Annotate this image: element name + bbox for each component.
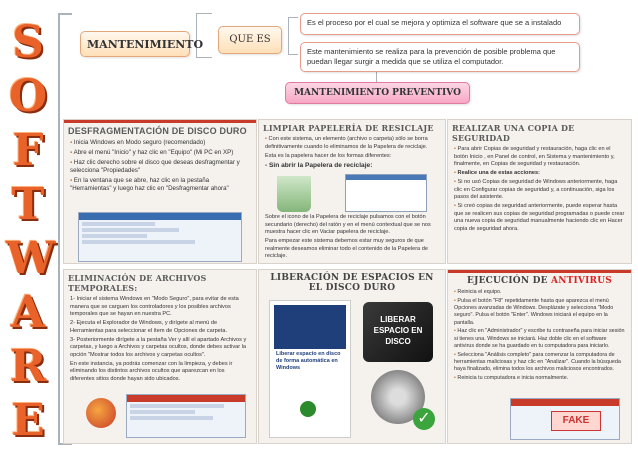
slide-line: ▪ Si creó copias de seguridad anteriormente, puede esperar hasta que se realicen sus copias de seguridad programadas o puede crear una nueva copia de seguridad manualmente haciendo clic en Hacer copia de seguridad ahora.: [454, 203, 625, 233]
context-menu-screenshot: [345, 174, 427, 212]
slide-title: ELIMINACIÓN DE ARCHIVOS TEMPORALES:: [68, 273, 207, 293]
slide-line: 2- Ejecuta el Explorador de Windows, y dirígete al menú de Herramientas para seleccionar el ítem de Opciones de carpeta.: [70, 320, 228, 334]
slide-line: 1- Iniciar el sistema Windows en "Modo Seguro", para evitar de esta manera que se carguen los controladores y los posibles archivos temporales que se hayan en nuestra PC.: [70, 296, 239, 318]
letter-s: S: [12, 17, 44, 68]
book-title: Liberar espacio en disco de forma automática en Windows: [276, 351, 341, 372]
slide-line: ▪ Abre el menú "Inicio" y haz clic en "Equipo" (Mi PC en XP): [70, 149, 250, 157]
slide-line: ▪ Pulsa el botón "F8" repetidamente hasta que aparezca el menú Opciones avanzadas de Windows. Desplázate y selecciona "Modo seguro". Pulsa el botón "Enter". Windows iniciará el equipo en la pantalla.: [454, 298, 625, 327]
letter-e: E: [11, 395, 45, 446]
slide-line: ▪ Con este sistema, un elemento (archivo o carpeta) sólo se borra definitivamente cuando lo eliminamos de la Papelera de reciclaje.: [265, 136, 439, 151]
slide-backup: [447, 119, 632, 264]
checkmark-icon: ✓: [413, 408, 435, 430]
letter-o: O: [8, 71, 48, 122]
disk-cleanup-label: LIBERAR ESPACIO EN DISCO: [373, 315, 423, 346]
disk-cleanup-image: [363, 302, 433, 362]
letter-w: W: [6, 233, 56, 284]
letter-r: R: [9, 341, 47, 392]
slide-title: [448, 273, 631, 287]
slide-line: En este instancia, ya podrás comenzar con la limpieza, y debes ir eliminando los distintos archivos ocultos que aparezcan en los diferentes sitios donde hayan sido ubicados.: [70, 360, 233, 382]
slide-line: Esta es la papelera hacer de los formas diferentes:: [265, 152, 392, 159]
slide-title: REALIZAR UNA COPIA DE SEGURIDAD: [452, 123, 575, 143]
antivirus-screenshot: [510, 398, 620, 440]
slide-line: ▪ Realice una de estas acciones:: [454, 170, 625, 178]
slide-line: ▪ Haz clic derecho sobre el disco que deseas desfragmentar y selecciona "Propiedades": [70, 159, 250, 176]
letter-a: A: [10, 287, 46, 338]
slide-defrag: [63, 119, 257, 264]
slide-line: Sobre el icono de la Papelera de reciclaje pulsamos con el botón secundario (derecho) del ratón y en el menú contextual que se nos muestra hacer clic en Vaciar papelera de reciclaje.: [265, 214, 431, 236]
explorer-screenshot: [78, 212, 242, 262]
quees-bracket: [196, 13, 212, 58]
slide-line: 3- Posteriormente dirígete a la pestaña Ver y allí el apartado Archivos y carpetas, y luego a Archivos y carpetas ocultos, donde debes activar la opción "Mostrar todos los archivos y carpetas ocultos".: [70, 336, 247, 358]
title-accent: ANTIVIRUS: [551, 276, 612, 286]
letter-f: F: [12, 125, 44, 176]
fake-warning-label: FAKE: [551, 411, 601, 431]
slide-line: ▪ Para abrir Copias de seguridad y restauración, haga clic en el botón Inicio , en Panel de control, en Sistema y mantenimiento y, finalmente, en Copias de seguridad y restauración.: [454, 146, 625, 169]
slide-title: LIMPIAR PAPELERÍA DE RESICLAJE: [263, 123, 434, 133]
letter-t: T: [11, 179, 45, 230]
software-vertical-title: [6, 17, 56, 450]
slide-line: ▪ Reinicia tu computadora e inicia normalmente.: [454, 375, 625, 382]
ccleaner-logo-icon: [86, 398, 116, 428]
slide-disk-cleanup: [258, 269, 446, 444]
slide-line: ▪ Si no usó Copias de seguridad de Windows anteriormente, haga clic en Configurar copias de seguridad y, a continuación, siga los pasos del asistente.: [454, 179, 625, 202]
slide-line: ▪ En la ventana que se abre, haz clic en la pestaña "Herramientas" y luego haz clic en "Desfragmentar ahora": [70, 177, 250, 194]
slide-line: ▪ Inicia Windows en Modo seguro (recomendado): [70, 139, 250, 147]
slide-line: Para empezar este sistema debemos estar muy seguros de que realmente deseamos eliminar todo el contenido de la Papelera de reciclaje.: [265, 238, 428, 260]
slide-temp-files: [63, 269, 257, 444]
slide-line: ▪ Haz clic en "Administrador" y escribe tu contraseña para iniciar sesión si tienes una. Windows se iniciará. Haz doble clic en el software antivirus donde se ha guardado en tu computadora para iniciarlo.: [454, 328, 625, 350]
slide-line: - Sin abrir la Papelera de reciclaje:: [265, 161, 373, 169]
preventivo-connector: [376, 72, 377, 82]
cleaner-screenshot: [126, 394, 246, 438]
slide-antivirus: [447, 269, 632, 444]
recycle-bin-icon: [277, 176, 311, 212]
slide-title: DESFRAGMENTACIÓN DE DISCO DURO: [68, 126, 247, 136]
definition-box-2: Este mantenimiento se realiza para la prevención de posible problema que puedan llegar surgir a medida que se utiliza el computador.: [300, 42, 580, 72]
que-es-node: QUE ES: [218, 26, 282, 54]
cleanup-icon: [300, 401, 316, 417]
slide-line: ▪ Selecciona "Análisis completo" para comenzar la computadora de herramientas maliciosas y haz clic en "Analizar". Cuando la búsqueda haya finalizado, elimina todos los archivos maliciosos encontrados.: [454, 352, 625, 374]
book-cover-image: [269, 300, 351, 438]
slide-title: LIBERACIÓN DE ESPACIOS EN EL DISCO DURO: [270, 273, 434, 293]
mantenimiento-node: MANTENIMIENTO: [80, 31, 190, 57]
definition-box-1: Es el proceso por el cual se mejora y optimiza el software que se a instalado: [300, 13, 580, 35]
slide-line: ▪ Reinicia el equipo.: [454, 289, 625, 296]
title-prefix: EJECUCIÓN DE: [467, 276, 552, 286]
slide-recycle-bin: [258, 119, 446, 264]
preventivo-node: MANTENIMIENTO PREVENTIVO: [285, 82, 470, 104]
definition-bracket: [288, 17, 298, 55]
